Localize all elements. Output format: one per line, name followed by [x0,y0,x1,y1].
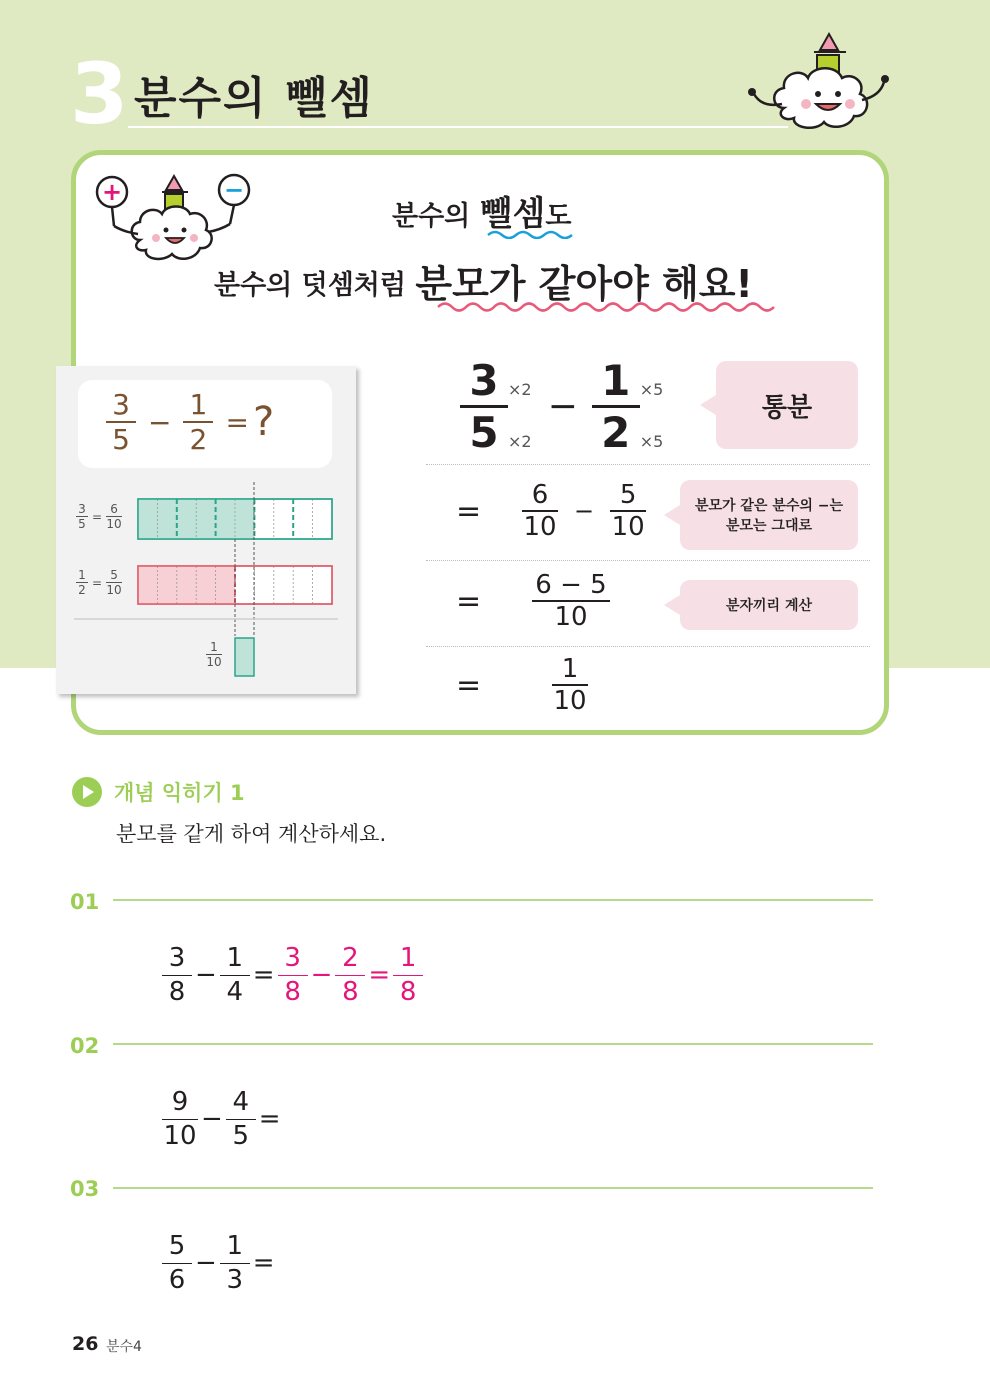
equals-operator: = [252,1248,275,1279]
answer-minus-operator: − [310,960,333,991]
footer-book-title: 분수4 [106,1339,142,1355]
denominator: 8 [168,977,186,1007]
question-3-problem [162,1230,278,1297]
model-frac-b [183,388,213,456]
section-header [72,777,245,807]
question-number: 01 [70,890,100,914]
denominator: 5 [232,1121,250,1151]
minus-operator: − [195,1248,217,1279]
question-number: 03 [70,1177,100,1201]
result-bar [235,638,254,676]
callout-common-denominator: 통분 [716,361,858,449]
step4-equals: = [456,667,482,703]
question-2-problem [162,1086,284,1153]
numerator: 1 [399,943,417,973]
minus-operator: − [201,1104,223,1135]
numerator: 2 [342,943,359,973]
numerator: 9 [171,1087,189,1117]
denominator: 10 [206,655,222,669]
row2-bar-fill [138,566,235,604]
step-2-expression [456,480,646,542]
model-problem [106,388,274,456]
question-divider [113,899,873,901]
denominator: 10 [554,602,588,632]
numerator: 1 [210,640,218,654]
answer-fraction-3 [393,942,423,1009]
numerator: 3 [168,943,186,973]
numerator: 3 [284,943,301,973]
numerator: 1 [226,1231,244,1261]
denominator: 10 [553,686,587,716]
step-divider-2 [426,560,870,561]
question-divider [113,1187,873,1189]
question-divider [113,1043,873,1045]
numerator: 1 [226,943,244,973]
denominator: 5 [78,517,86,531]
equals-operator: = [225,405,249,439]
denominator: 4 [226,977,244,1007]
numerator: 6 [110,502,118,516]
model-result-label [206,640,222,669]
answer-fraction-1 [278,942,308,1009]
step1-a-num-multiplier: ×2 [508,380,532,399]
numerator: 5 [110,568,118,582]
step-divider-3 [426,646,870,647]
fraction-model-card [56,366,356,694]
plus-sign: + [101,178,123,206]
question-mark: ? [252,399,275,445]
denominator: 6 [168,1265,186,1295]
step3-equals: = [456,583,482,619]
denominator: 8 [284,977,301,1007]
numerator: 3 [112,388,130,421]
intro-line-2-highlight: 분모가 같아야 해요! [415,262,753,306]
step1-b-numerator: 1 [601,356,631,405]
chapter-number: 3 [70,45,129,143]
callout-line-1: 분모가 같은 분수의 −는 [694,498,844,514]
instruction-text: 분모를 같게 하여 계산하세요. [116,822,387,846]
step1-a-den-multiplier: ×2 [508,431,532,451]
denominator: 10 [611,512,645,542]
numerator: 4 [232,1087,250,1117]
denominator: 10 [163,1121,197,1151]
numerator: 3 [78,502,86,516]
page-number: 26 [72,1333,99,1355]
callout-same-denominator [680,480,858,550]
section-title: 개념 익히기 1 [114,781,245,805]
cloud-mascot-icon [742,28,892,143]
question-number: 02 [70,1034,100,1058]
step1-minus: − [547,385,578,427]
step-4-expression [456,654,588,716]
intro-line-1-a: 분수의 [392,201,480,232]
equals-operator: = [92,575,103,590]
pink-wavy-underline [436,300,778,312]
answer-fraction-2 [335,942,365,1009]
step-3-expression [456,570,610,632]
step2-minus: − [574,497,595,525]
numerator: 6 [531,480,549,510]
title-underline [128,126,788,128]
denominator: 2 [78,583,86,597]
model-problem-box [78,380,332,468]
step1-a-denominator: 5 [469,407,499,457]
intro-line-1-highlight: 뺄셈 [479,194,546,234]
denominator: 10 [106,517,122,531]
intro-line-1-c: 도 [545,201,572,232]
numerator: 6 − 5 [535,570,607,600]
intro-line-2-a: 분수의 덧셈처럼 [214,270,416,301]
denominator: 2 [189,423,208,456]
denominator: 5 [112,423,130,456]
denominator: 10 [106,583,122,597]
blue-wavy-underline [486,229,576,239]
chapter-title: 분수의 뺄셈 [134,73,374,124]
model-frac-a [106,388,136,456]
intro-line-2 [214,250,753,305]
numerator: 5 [619,480,637,510]
equals-operator: = [252,960,275,991]
callout-line-2: 분모는 그대로 [725,518,813,534]
step2-equals: = [456,493,482,529]
step-divider-1 [426,464,870,465]
intro-line-1 [392,186,571,235]
equals-operator: = [92,509,103,524]
answer-equals-operator: = [368,960,391,991]
step1-a-numerator: 3 [469,356,499,405]
step1-b-denominator: 2 [601,407,631,457]
numerator: 1 [561,654,579,684]
step1-b-den-multiplier: ×5 [639,431,664,451]
equals-operator: = [258,1104,281,1135]
minus-operator: − [148,405,172,439]
step-1-expression [460,356,663,457]
step1-b-num-multiplier: ×5 [639,380,664,399]
minus-operator: − [195,960,217,991]
numerator: 1 [78,568,86,582]
play-icon [72,777,102,807]
denominator: 3 [226,1265,244,1295]
numerator: 5 [168,1231,186,1261]
callout-subtract-numerators: 분자끼리 계산 [680,580,858,630]
question-1-problem [162,942,423,1009]
denominator: 8 [342,977,359,1007]
denominator: 10 [523,512,557,542]
numerator: 1 [189,388,208,421]
denominator: 8 [399,977,417,1007]
minus-sign: − [223,176,245,204]
